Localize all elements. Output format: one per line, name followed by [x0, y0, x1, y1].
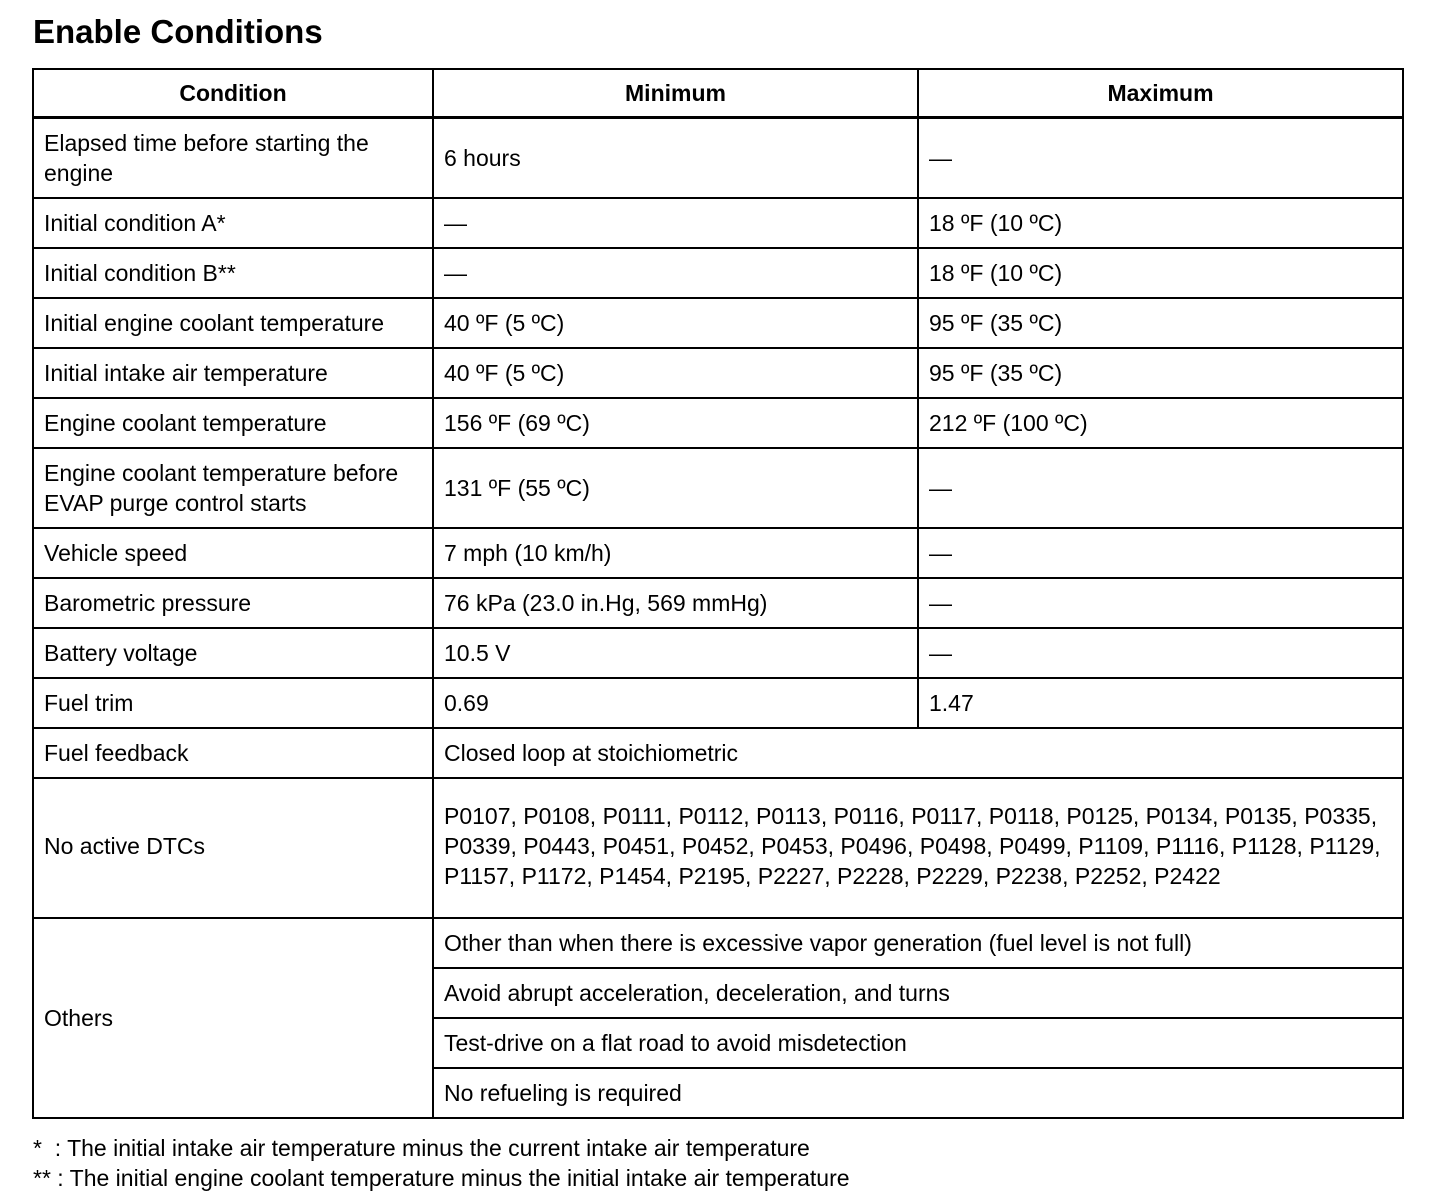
column-header-minimum: Minimum — [433, 69, 918, 118]
table-row — [33, 578, 1403, 628]
merged-value-cell: Closed loop at stoichiometric — [433, 728, 1403, 778]
maximum-cell: — — [918, 448, 1403, 528]
table-row — [33, 198, 1403, 248]
minimum-cell: 40 ºF (5 ºC) — [433, 298, 918, 348]
table-row — [33, 298, 1403, 348]
merged-value-cell: Test-drive on a flat road to avoid misdetection — [433, 1018, 1403, 1068]
table-row — [33, 778, 1403, 918]
maximum-cell: — — [918, 528, 1403, 578]
condition-cell: Fuel trim — [33, 678, 433, 728]
maximum-cell: 95 ºF (35 ºC) — [918, 348, 1403, 398]
page-title: Enable Conditions — [33, 13, 323, 50]
condition-cell: Barometric pressure — [33, 578, 433, 628]
maximum-cell: — — [918, 578, 1403, 628]
table-row — [33, 528, 1403, 578]
maximum-cell: 1.47 — [918, 678, 1403, 728]
condition-cell: Engine coolant temperature before EVAP purge control starts — [33, 448, 433, 528]
condition-cell: Vehicle speed — [33, 528, 433, 578]
footnotes — [33, 1133, 850, 1193]
maximum-cell: 212 ºF (100 ºC) — [918, 398, 1403, 448]
maximum-cell: — — [918, 628, 1403, 678]
maximum-cell: — — [918, 118, 1403, 199]
maximum-cell: 18 ºF (10 ºC) — [918, 198, 1403, 248]
minimum-cell: 10.5 V — [433, 628, 918, 678]
footnote-single-asterisk: * : The initial intake air temperature minus the current intake air temperature — [33, 1135, 810, 1161]
table-row — [33, 448, 1403, 528]
condition-cell: Initial condition A* — [33, 198, 433, 248]
table-row — [33, 248, 1403, 298]
table-header-row — [33, 69, 1403, 118]
table-row — [33, 628, 1403, 678]
condition-cell: Battery voltage — [33, 628, 433, 678]
table-row — [33, 398, 1403, 448]
merged-value-cell: Other than when there is excessive vapor generation (fuel level is not full) — [433, 918, 1403, 968]
maximum-cell: 95 ºF (35 ºC) — [918, 298, 1403, 348]
minimum-cell: 6 hours — [433, 118, 918, 199]
condition-cell: Engine coolant temperature — [33, 398, 433, 448]
table-row — [33, 728, 1403, 778]
condition-cell: Elapsed time before starting the engine — [33, 118, 433, 199]
condition-cell: No active DTCs — [33, 778, 433, 918]
minimum-cell: — — [433, 198, 918, 248]
table-row — [33, 918, 1403, 968]
dtc-list-cell: P0107, P0108, P0111, P0112, P0113, P0116, P0117, P0118, P0125, P0134, P0135, P0335, P0339, P0443, P0451, P0452, P0453, P0496, P0498, P0499, P1109, P1116, P1128, P1129, P1157, P1172, P1454, P2195, P2227, P2228, P2229, P2238, P2252, P2422 — [433, 778, 1403, 918]
merged-value-cell: Avoid abrupt acceleration, deceleration, and turns — [433, 968, 1403, 1018]
minimum-cell: — — [433, 248, 918, 298]
column-header-maximum: Maximum — [918, 69, 1403, 118]
condition-cell: Others — [33, 918, 433, 1118]
maximum-cell: 18 ºF (10 ºC) — [918, 248, 1403, 298]
minimum-cell: 76 kPa (23.0 in.Hg, 569 mmHg) — [433, 578, 918, 628]
minimum-cell: 156 ºF (69 ºC) — [433, 398, 918, 448]
minimum-cell: 7 mph (10 km/h) — [433, 528, 918, 578]
table-row — [33, 678, 1403, 728]
condition-cell: Initial intake air temperature — [33, 348, 433, 398]
merged-value-cell: No refueling is required — [433, 1068, 1403, 1118]
minimum-cell: 0.69 — [433, 678, 918, 728]
table-row — [33, 348, 1403, 398]
condition-cell: Fuel feedback — [33, 728, 433, 778]
minimum-cell: 40 ºF (5 ºC) — [433, 348, 918, 398]
column-header-condition: Condition — [33, 69, 433, 118]
enable-conditions-table — [32, 68, 1404, 1119]
minimum-cell: 131 ºF (55 ºC) — [433, 448, 918, 528]
table-row — [33, 118, 1403, 199]
footnote-double-asterisk: ** : The initial engine coolant temperature minus the initial intake air temperature — [33, 1165, 850, 1191]
condition-cell: Initial condition B** — [33, 248, 433, 298]
condition-cell: Initial engine coolant temperature — [33, 298, 433, 348]
